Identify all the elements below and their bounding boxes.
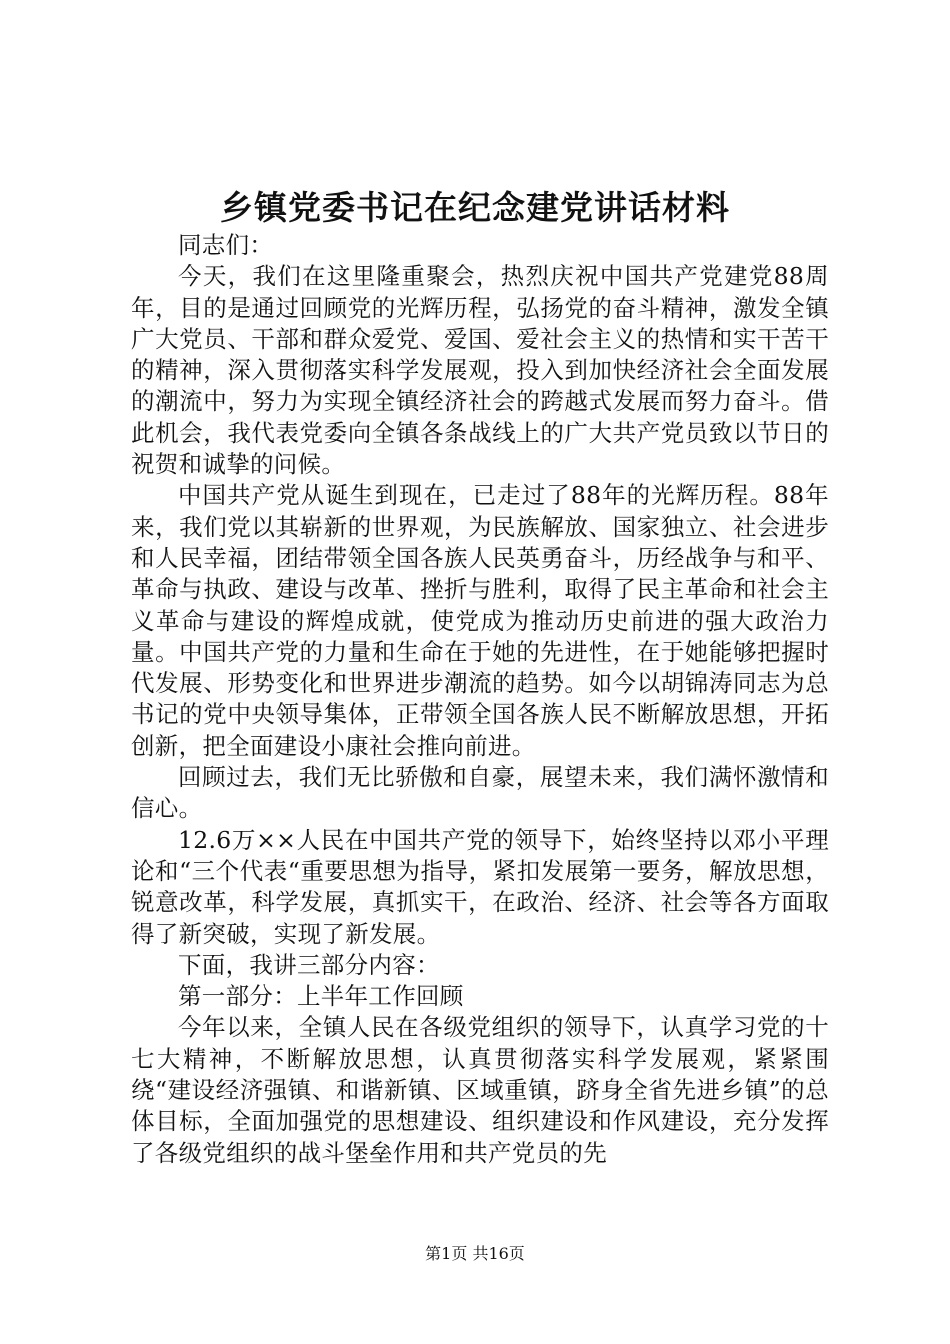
section-heading: 第一部分：上半年工作回顾 (178, 982, 464, 1011)
body-paragraph: 12.6万××人民在中国共产党的领导下，始终坚持以邓小平理论和“三个代表“重要思想为指导，紧扣发展第一要务，解放思想，锐意改革，科学发展，真抓实干，在政治、经济、社会等各方面取得了新突破，实现了新发展。 (131, 825, 829, 948)
document-title: 乡镇党委书记在纪念建党讲话材料 (220, 188, 730, 227)
salutation-paragraph: 同志们： (178, 231, 274, 259)
body-paragraph: 今天，我们在这里隆重聚会，热烈庆祝中国共产党建党88周年，目的是通过回顾党的光辉历程，弘扬党的奋斗精神，激发全镇广大党员、干部和群众爱党、爱国、爱社会主义的热情和实干苦干的精神，深入贯彻落实科学发展观，投入到加快经济社会全面发展的潮流中，努力为实现全镇经济社会的跨越式发展而努力奋斗。借此机会，我代表党委向全镇各条战线上的广大共产党员致以节日的祝贺和诚挚的问候。 (131, 262, 829, 479)
document-body (131, 230, 829, 1169)
body-paragraph: 今年以来，全镇人民在各级党组织的领导下，认真学习党的十七大精神，不断解放思想，认真贯彻落实科学发展观，紧紧围绕“建设经济强镇、和谐新镇、区域重镇，跻身全省先进乡镇”的总体目标，全面加强党的思想建设、组织建设和作风建设，充分发挥了各级党组织的战斗堡垒作用和共产党员的先 (131, 1013, 829, 1167)
body-paragraph: 下面，我讲三部分内容： (178, 950, 440, 979)
body-paragraph: 回顾过去，我们无比骄傲和自豪，展望未来，我们满怀激情和信心。 (131, 763, 829, 823)
page-number-footer: 第1页 共16页 (425, 1244, 525, 1263)
body-paragraph: 中国共产党从诞生到现在，已走过了88年的光辉历程。88年来，我们党以其崭新的世界观，为民族解放、国家独立、社会进步和人民幸福，团结带领全国各族人民英勇奋斗，历经战争与和平、革命与执政、建设与改革、挫折与胜利，取得了民主革命和社会主义革命与建设的辉煌成就，使党成为推动历史前进的强大政治力量。中国共产党的力量和生命在于她的先进性，在于她能够把握时代发展、形势变化和世界进步潮流的趋势。如今以胡锦涛同志为总书记的党中央领导集体，正带领全国各族人民不断解放思想，开拓创新，把全面建设小康社会推向前进。 (131, 481, 829, 760)
